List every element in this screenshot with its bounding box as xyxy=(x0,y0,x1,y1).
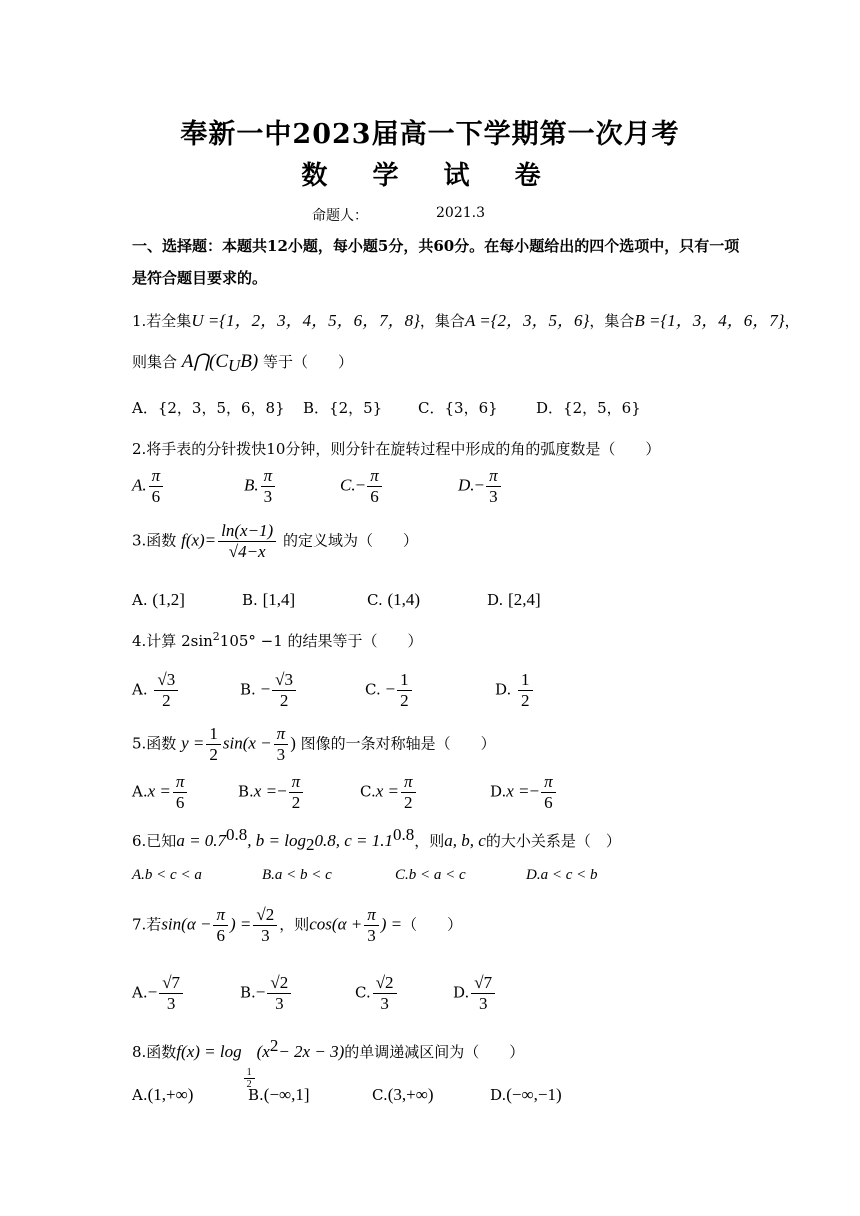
question-4-option-d: D. $\frac{1}{2}$ xyxy=(495,670,535,711)
question-1-option-c: C．{3，6} xyxy=(418,399,498,417)
question-7-option-b: B.− $\frac{√2}{3}$ xyxy=(240,973,293,1014)
question-6-option-c: C.b < a < c xyxy=(395,867,466,883)
question-3-option-b: B. [1,4] xyxy=(242,590,296,609)
question-4-option-b: B. − $\frac{√3}{2}$ xyxy=(240,670,298,711)
question-5-option-d: D.x =− $\frac{\pi}{6}$ xyxy=(490,772,558,813)
question-1-option-b: B．{2，5} xyxy=(303,399,383,417)
question-8-option-d: D.(−∞,−1) xyxy=(490,1085,562,1104)
question-1-line-1: 1.若全集U ={1，2，3，4，5，6，7，8}，集合A ={2，3，5，6}，集合B ={1，3，4，6，7}， xyxy=(132,311,800,330)
question-2-option-d: D.− $\frac{\pi}{3}$ xyxy=(458,466,503,507)
question-8-stem: 8.函数f(x) = log $\frac{1}{2}$ $(x^2- 2x - 3)$的单调递减区间为（ ） xyxy=(132,1036,525,1090)
question-2-option-a: A. $\frac{\pi}{6}$ xyxy=(132,466,165,507)
section-heading: 一、选择题：本题共12小题，每小题5分，共60分。在每小题给出的四个选项中，只有一项是符合题目要求的。 xyxy=(132,237,740,287)
question-8-option-c: C.(3,+∞) xyxy=(372,1085,434,1104)
question-3-option-a: A. (1,2] xyxy=(132,590,185,609)
question-1-option-d: D．{2，5，6} xyxy=(536,399,641,417)
question-1-option-a: A．{2，3，5，6，8} xyxy=(132,399,285,417)
question-1-line-2: 则集合 $A⋂(C_UB)$ 等于（ ） xyxy=(132,351,354,375)
question-5-option-c: C.x = $\frac{\pi}{2}$ xyxy=(360,772,418,813)
exam-title: 奉新一中2023届高一下学期第一次月考 xyxy=(180,119,680,150)
question-6-option-a: A.b < c < a xyxy=(132,867,202,883)
question-5-option-a: A.x = $\frac{\pi}{6}$ xyxy=(132,772,189,813)
question-5-stem: 5.函数 y = $\frac{1}{2}$ sin(x − $\frac{\pi}{3}$ ) 图像的一条对称轴是（ ） xyxy=(132,724,496,764)
question-7-option-c: C. $\frac{√2}{3}$ xyxy=(355,973,399,1014)
question-4-option-c: C. − $\frac{1}{2}$ xyxy=(365,670,414,711)
question-3-option-c: C. (1,4) xyxy=(367,590,421,609)
question-3-stem: 3.函数 f(x)= $\frac{\ln(x-1)}{√4-x}$ 的定义域为（ ） xyxy=(132,521,419,561)
exam-subtitle: 数 学 试 卷 xyxy=(301,161,559,191)
author-label: 命题人： xyxy=(312,208,368,224)
exam-date: 2021.3 xyxy=(436,205,485,221)
question-8-option-a: A.(1,+∞) xyxy=(132,1085,194,1104)
question-7-option-a: A.− $\frac{√7}{3}$ xyxy=(132,973,185,1014)
question-2-option-b: B. $\frac{\pi}{3}$ xyxy=(244,466,277,507)
question-6-option-d: D.a < c < b xyxy=(526,867,598,883)
question-4-option-a: A. $\frac{√3}{2}$ xyxy=(132,670,180,711)
question-7-option-d: D. $\frac{√7}{3}$ xyxy=(453,973,497,1014)
question-2-option-c: C.− $\frac{\pi}{6}$ xyxy=(340,466,384,507)
question-6-option-b: B.a < b < c xyxy=(262,867,332,883)
question-5-option-b: B.x =− $\frac{\pi}{2}$ xyxy=(238,772,305,813)
question-2-stem: 2.将手表的分针拨快10分钟，则分针在旋转过程中形成的角的弧度数是（ ） xyxy=(132,440,661,458)
question-7-stem: 7.若sin(α − $\frac{\pi}{6}$ ) = $\frac{√2}{3}$ ，则cos(α + $\frac{\pi}{3}$ ) =（ ） xyxy=(132,905,463,945)
question-8-option-b: B.(−∞,1] xyxy=(248,1085,310,1104)
question-6-stem: 6.已知$a = 0.7^{0.8}$, $b = \log_20.8$, $c = 1.1^{0.8}$，则a, b, c的大小关系是（ ） xyxy=(132,825,621,854)
question-4-stem: 4.计算 $2\sin^2105^\circ -1$ 的结果等于（ ） xyxy=(132,630,423,650)
question-3-option-d: D. [2,4] xyxy=(487,590,541,609)
